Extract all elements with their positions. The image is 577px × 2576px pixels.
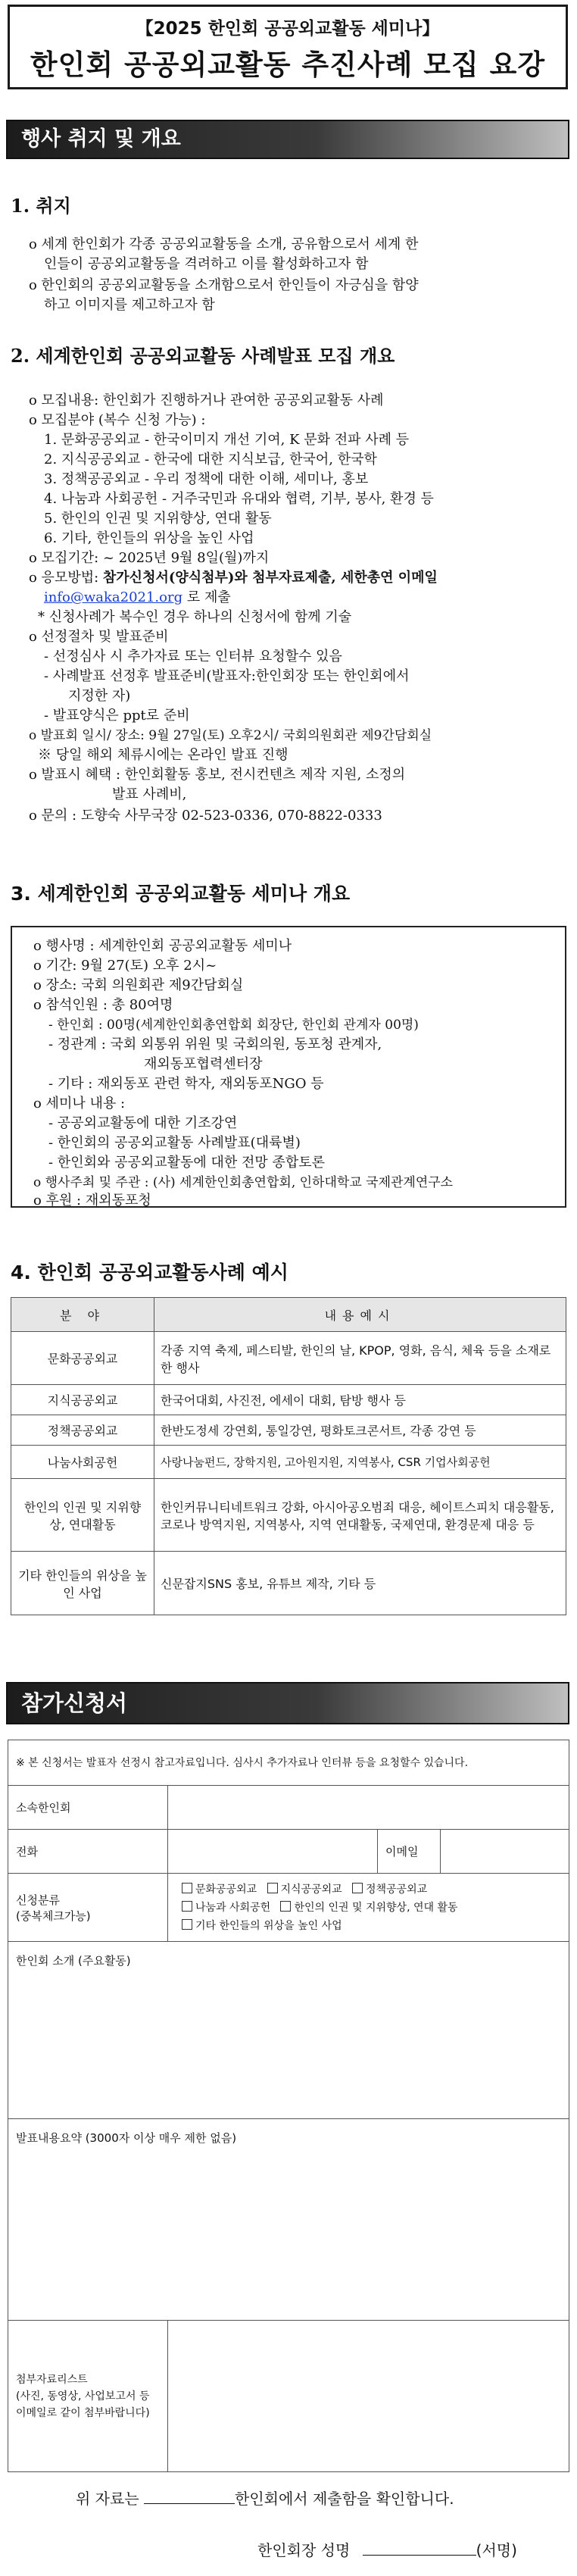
- purpose-line: o 한인회의 공공외교활동을 소개함으로서 한인들이 자긍심을 함양: [29, 277, 419, 293]
- seminar-line: o 장소: 국회 의원회관 제9간담회실: [33, 977, 244, 993]
- seminar-line: o 행사주최 및 주관 : (사) 세계한인회총연합회, 인하대학교 국제관계연구소: [33, 1175, 454, 1190]
- recruit-line: o 발표회 일시/ 장소: 9월 27일(토) 오후2시/ 국회의원회관 제9간담회실: [29, 728, 432, 743]
- recruit-line: 4. 나눔과 사회공헌 - 거주국민과 유대와 협력, 기부, 봉사, 환경 등: [44, 491, 434, 507]
- summary-field[interactable]: [8, 2119, 569, 2321]
- recruit-line: 발표 사례비,: [112, 786, 187, 802]
- seminar-line: - 정관계 : 국회 외통위 위원 및 국회의원, 동포청 관계자,: [48, 1036, 382, 1052]
- attach-cell: [8, 2321, 168, 2472]
- confirm-post: 한인회에서 제출함을 확인합니다.: [235, 2490, 454, 2508]
- attach-input[interactable]: [168, 2321, 569, 2472]
- row-field: 한인의 인권 및 지위향상, 연대활동: [11, 1479, 154, 1552]
- title-box: [8, 5, 568, 89]
- form-row-contact: [8, 1830, 569, 1874]
- application-form: [8, 1740, 569, 2472]
- recruit-line: - 사례발표 선정후 발표준비(발표자:한인회장 또는 한인회에서: [44, 668, 410, 684]
- apply-suffix: 로 제출: [182, 589, 231, 605]
- category-cell: [8, 1874, 168, 1942]
- recruit-line: o 선정절차 및 발표준비: [29, 629, 169, 645]
- row-field: 지식공공외교: [11, 1385, 154, 1415]
- seminar-line: o 세미나 내용 :: [33, 1096, 126, 1111]
- seminar-line: - 한인회와 공공외교활동에 대한 전망 종합토론: [48, 1155, 326, 1171]
- apply-prefix: o 응모방법:: [29, 570, 103, 586]
- seminar-line: o 후원 : 재외동포청: [33, 1193, 151, 1208]
- col-content-header: 내용예시: [154, 1298, 566, 1332]
- seminar-line: o 참석인원 : 총 80여명: [33, 997, 173, 1013]
- category-note: (중복체크가능): [16, 1909, 91, 1923]
- section-bar-application: 참가신청서: [6, 1682, 569, 1724]
- purpose-line: 하고 이미지를 제고하고자 함: [44, 297, 215, 313]
- email-link[interactable]: info@waka2021.org: [44, 589, 183, 605]
- examples-heading: 4. 한인회 공공외교활동사례 예시: [11, 1261, 288, 1283]
- apply-method: [29, 568, 438, 588]
- signature-blank[interactable]: [363, 2541, 476, 2556]
- recruit-line: o 모집내용: 한인회가 진행하거나 관여한 공공외교활동 사례: [29, 392, 384, 408]
- email-label: 이메일: [378, 1830, 441, 1874]
- seminar-line: - 한인회의 공공외교활동 사례발표(대륙별): [48, 1135, 301, 1151]
- attach-note: (사진, 동영상, 사업보고서 등 이메일로 같이 첨부바랍니다): [16, 2390, 150, 2419]
- table-row: [11, 1385, 566, 1415]
- recruit-line: - 선정심사 시 추가자료 또는 인터뷰 요청할수 있음: [44, 649, 342, 664]
- sign-suffix: (서명): [476, 2541, 517, 2559]
- category-label: 신청분류: [16, 1893, 60, 1907]
- recruit-line: o 발표시 혜택 : 한인회활동 홍보, 전시컨텐츠 제작 지원, 소정의: [29, 767, 406, 783]
- attach-label: 첨부자료리스트: [16, 2373, 88, 2386]
- intro-field[interactable]: [8, 1942, 569, 2119]
- table-row: [11, 1415, 566, 1446]
- row-field: 나눔사회공헌: [11, 1446, 154, 1479]
- checkbox[interactable]: [267, 1883, 278, 1893]
- confirm-line: [76, 2487, 454, 2509]
- purpose-line: 인들이 공공외교활동을 격려하고 이를 활성화하고자 함: [44, 256, 369, 272]
- recruit-heading: 2. 세계한인회 공공외교활동 사례발표 모집 개요: [11, 345, 395, 367]
- checkbox[interactable]: [280, 1901, 291, 1912]
- recruit-line: * 신청사례가 복수인 경우 하나의 신청서에 함께 기술: [38, 609, 352, 625]
- sign-line: [257, 2538, 517, 2560]
- form-row-summary: [8, 2119, 569, 2321]
- option-label: 지식공공외교: [280, 1883, 342, 1896]
- row-content: 신문잡지SNS 홍보, 유튜브 제작, 기타 등: [154, 1552, 566, 1615]
- apply-bold: 참가신청서(양식첨부)와 첨부자료제출, 세한총연 이메일: [102, 570, 438, 586]
- form-row-attach: [8, 2321, 569, 2472]
- row-content: 각종 지역 축제, 페스티발, 한인의 날, KPOP, 영화, 음식, 체육 등을 소재로 한 행사: [154, 1332, 566, 1385]
- sign-label: 한인회장 성명: [257, 2541, 351, 2559]
- email-input[interactable]: [441, 1830, 569, 1874]
- checkbox[interactable]: [182, 1919, 192, 1930]
- row-content: 한국어대회, 사진전, 에세이 대회, 탐방 행사 등: [154, 1385, 566, 1415]
- org-name-blank[interactable]: [144, 2490, 235, 2504]
- recruit-line: 5. 한인의 인권 및 지위향상, 연대 활동: [44, 511, 272, 527]
- recruit-line: - 발표양식은 ppt로 준비: [44, 708, 190, 724]
- recruit-line: 지정한 자): [68, 688, 131, 704]
- page-subtitle: 【2025 한인회 공공외교활동 세미나】: [136, 19, 440, 39]
- option-label: 나눔과 사회공헌: [195, 1901, 271, 1914]
- seminar-line: - 기타 : 재외동포 관련 학자, 재외동포NGO 등: [48, 1076, 324, 1092]
- form-notice-row: [8, 1740, 569, 1786]
- seminar-line: 재외동포협력센터장: [144, 1056, 263, 1072]
- recruit-line: ※ 당일 해외 체류시에는 온라인 발표 진행: [38, 747, 288, 763]
- page-title: 한인회 공공외교활동 추진사례 모집 요강: [30, 48, 546, 81]
- recruit-line: 6. 기타, 한인들의 위상을 높인 사업: [44, 530, 254, 546]
- table-row: [11, 1479, 566, 1552]
- seminar-line: o 기간: 9월 27(토) 오후 2시~: [33, 958, 217, 974]
- row-content: 한인커뮤니티네트워크 강화, 아시아공오범죄 대응, 헤이트스피치 대응활동, 코로나 방역지원, 지역봉사, 지역 연대활동, 국제연대, 환경문제 대응 등: [154, 1479, 566, 1552]
- purpose-heading: 1. 취지: [11, 195, 71, 217]
- recruit-line: 2. 지식공공외교 - 한국에 대한 지식보급, 한국어, 한국학: [44, 452, 377, 467]
- col-field-header: 분 야: [11, 1298, 154, 1332]
- phone-label: 전화: [8, 1830, 168, 1874]
- row-field: 문화공공외교: [11, 1332, 154, 1385]
- apply-email-line: [44, 588, 231, 608]
- row-field: 정책공공외교: [11, 1415, 154, 1446]
- phone-input[interactable]: [168, 1830, 378, 1874]
- checkbox[interactable]: [182, 1901, 192, 1912]
- form-row-intro: [8, 1942, 569, 2119]
- checkbox[interactable]: [182, 1883, 192, 1893]
- checkbox[interactable]: [352, 1883, 363, 1893]
- summary-label: 발표내용요약 (3000자 이상 매우 제한 없음): [16, 2131, 237, 2145]
- recruit-line: 3. 정책공공외교 - 우리 정책에 대한 이해, 세미나, 홍보: [44, 471, 369, 487]
- purpose-line: o 세계 한인회가 각종 공공외교활동을 소개, 공유함으로서 세계 한: [29, 236, 419, 252]
- recruit-line: o 문의 : 도향숙 사무국장 02-523-0336, 070-8822-0333: [29, 808, 382, 824]
- section-bar-overview: 행사 취지 및 개요: [6, 120, 569, 159]
- seminar-line: o 행사명 : 세계한인회 공공외교활동 세미나: [33, 938, 292, 954]
- recruit-line: o 모집기간: ~ 2025년 9월 8일(월)까지: [29, 550, 270, 566]
- org-input[interactable]: [168, 1786, 569, 1830]
- table-row: [11, 1332, 566, 1385]
- form-row-org: [8, 1786, 569, 1830]
- seminar-heading: 3. 세계한인회 공공외교활동 세미나 개요: [11, 883, 351, 905]
- examples-table: [11, 1297, 566, 1615]
- row-content: 한반도정세 강연회, 통일강연, 평화토크콘서트, 각종 강연 등: [154, 1415, 566, 1446]
- seminar-line: - 공공외교활동에 대한 기조강연: [48, 1115, 238, 1131]
- seminar-line: - 한인회 : 00명(세계한인회총연합회 회장단, 한인회 관계자 00명): [48, 1018, 419, 1033]
- table-row: [11, 1446, 566, 1479]
- table-header-row: [11, 1298, 566, 1332]
- confirm-pre: 위 자료는: [76, 2490, 139, 2508]
- option-label: 한인의 인권 및 지위향상, 연대 활동: [294, 1901, 458, 1914]
- option-label: 문화공공외교: [195, 1883, 257, 1896]
- option-label: 정책공공외교: [366, 1883, 428, 1896]
- intro-label: 한인회 소개 (주요활동): [16, 1954, 131, 1968]
- org-label: 소속한인회: [8, 1786, 168, 1830]
- form-notice: ※ 본 신청서는 발표자 선정시 참고자료입니다. 심사시 추가자료나 인터뷰 등을 요청할수 있습니다.: [8, 1740, 569, 1786]
- recruit-line: 1. 문화공공외교 - 한국이미지 개선 기여, K 문화 전파 사례 등: [44, 432, 410, 448]
- form-row-category: [8, 1874, 569, 1942]
- category-options: [168, 1874, 569, 1942]
- row-content: 사랑나눔펀드, 장학지원, 고아원지원, 지역봉사, CSR 기업사회공헌: [154, 1446, 566, 1479]
- option-label: 기타 한인들의 위상을 높인 사업: [195, 1919, 342, 1932]
- recruit-line: o 모집분야 (복수 신청 가능) :: [29, 412, 206, 428]
- table-row: [11, 1552, 566, 1615]
- row-field: 기타 한인들의 위상을 높인 사업: [11, 1552, 154, 1615]
